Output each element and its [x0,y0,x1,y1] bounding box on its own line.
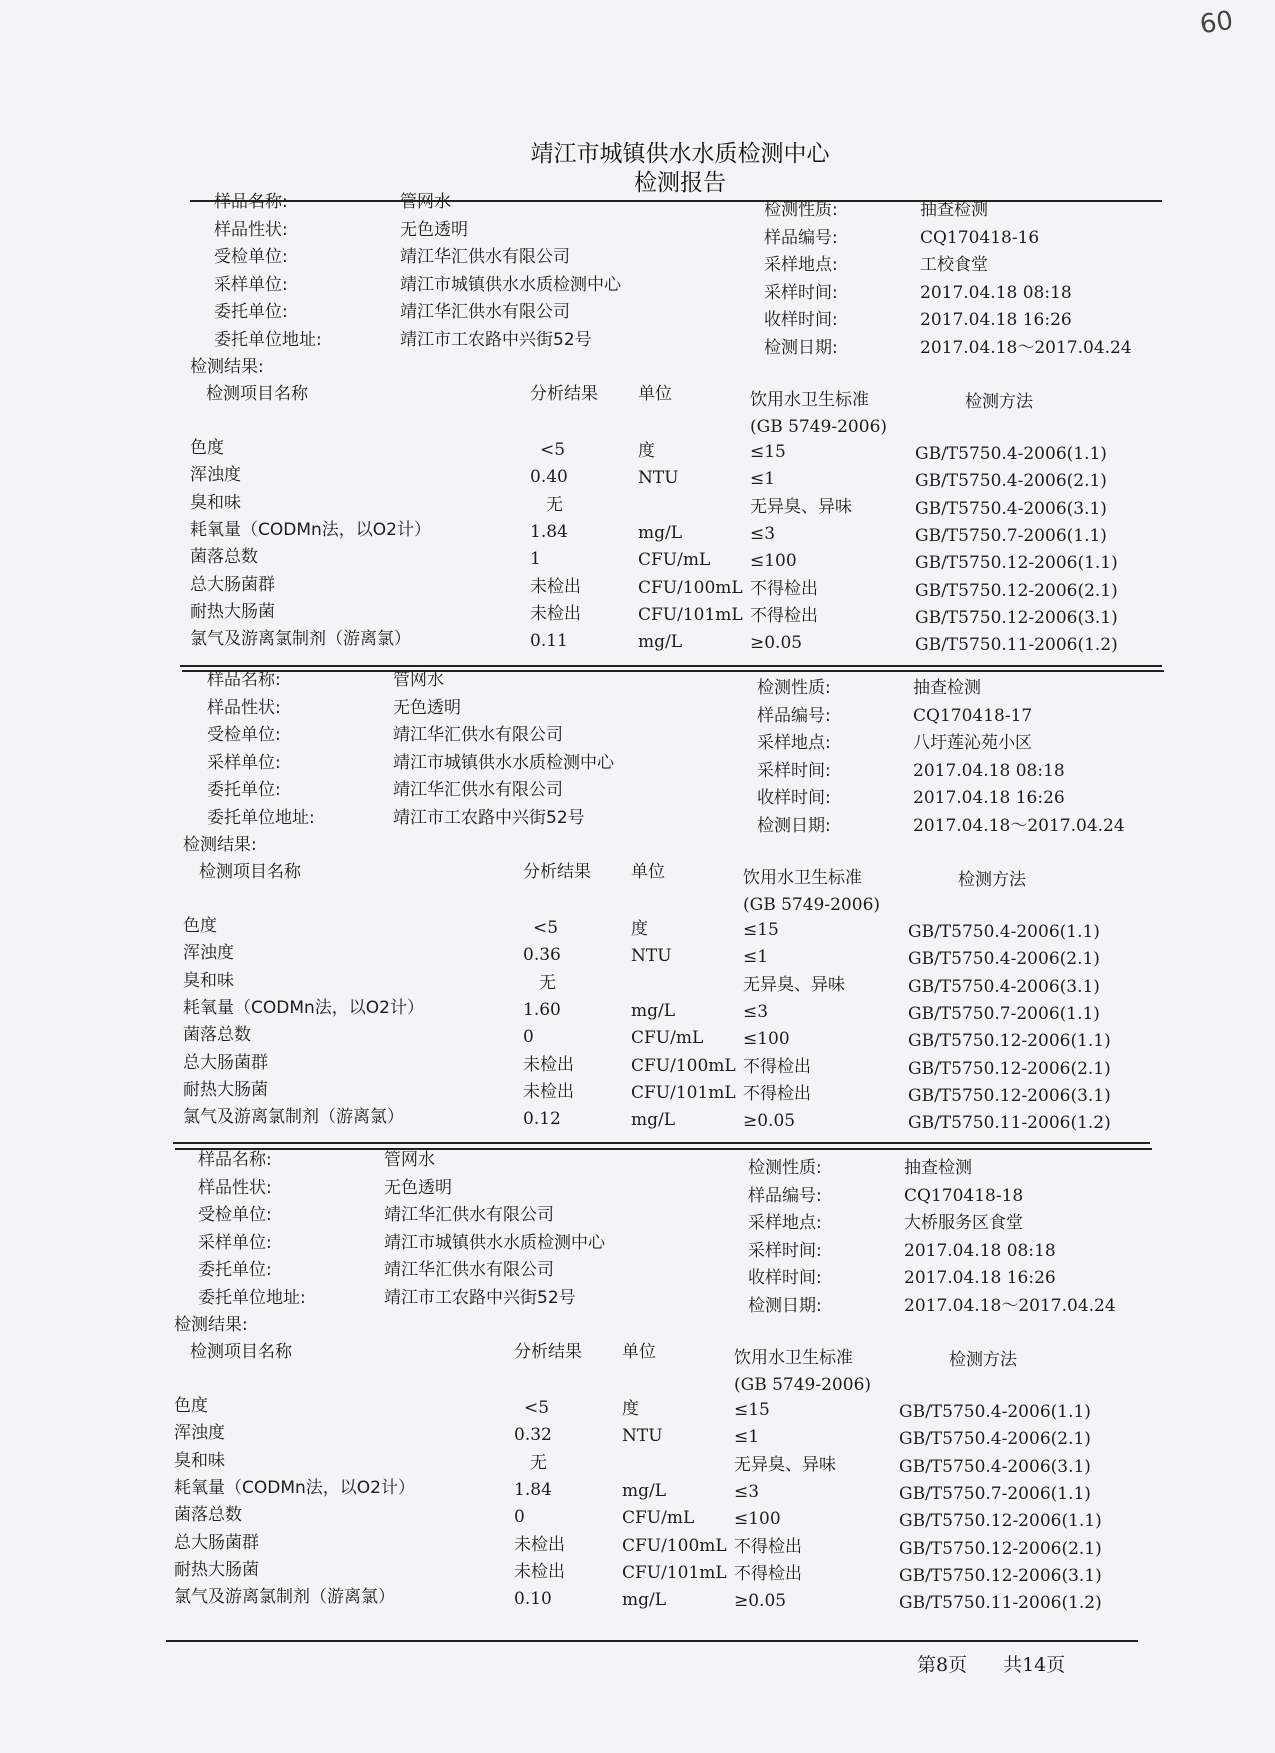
info-label-client_address: 委托单位地址: [198,1287,306,1308]
row-method: GB/T5750.4-2006(3.1) [908,976,1100,997]
row-method: GB/T5750.4-2006(3.1) [915,498,1107,519]
row-item: 耗氧量（CODMn法，以O2计） [183,997,424,1018]
row-method: GB/T5750.12-2006(1.1) [899,1511,1102,1532]
row-result: 0 [523,1027,534,1048]
row-standard: ≥0.05 [750,633,803,654]
row-method: GB/T5750.12-2006(3.1) [908,1085,1111,1106]
info-label-client_unit: 委托单位: [207,780,281,800]
row-result: 0.36 [523,945,561,966]
handwritten-page-note: 60 [1198,5,1236,41]
row-result: 1 [530,549,541,570]
row-standard: ≤15 [734,1400,770,1420]
row-unit: mg/L [638,632,683,653]
info-label-sample_no: 样品编号: [764,227,838,248]
row-standard: ≤100 [750,551,797,572]
info-value-sampling_unit: 靖江市城镇供水水质检测中心 [384,1232,605,1253]
row-unit: CFU/mL [631,1028,704,1049]
col-header-standard: 饮用水卫生标准 [750,390,869,410]
info-label-sampling_site: 采样地点: [757,733,831,753]
row-unit: NTU [638,468,679,489]
row-unit: 度 [638,441,655,461]
info-value-receiving_time: 2017.04.18 16:26 [913,788,1065,808]
row-method: GB/T5750.4-2006(2.1) [899,1429,1091,1450]
row-standard: 不得检出 [750,605,818,626]
report-org-title: 靖江市城镇供水水质检测中心 [530,141,830,167]
row-unit: CFU/101mL [631,1082,736,1103]
info-label-sampling_unit: 采样单位: [198,1232,272,1253]
row-result: 未检出 [514,1561,565,1582]
col-header-method: 检测方法 [965,392,1033,412]
row-result: 无 [539,972,556,993]
info-value-inspected_unit: 靖江华汇供水有限公司 [384,1205,554,1225]
report-title: 检测报告 [634,170,726,196]
page-number: 第8页 [917,1654,968,1676]
info-label-sampling_site: 采样地点: [748,1213,822,1233]
row-result: 未检出 [523,1054,574,1075]
row-item: 氯气及游离氯制剂（游离氯） [174,1587,395,1608]
row-method: GB/T5750.7-2006(1.1) [899,1483,1091,1504]
row-unit: 度 [631,919,648,939]
row-unit: NTU [622,1426,663,1447]
info-value-test_nature: 抽查检测 [920,200,988,220]
info-label-receiving_time: 收样时间: [764,310,838,330]
info-value-test_nature: 抽查检测 [913,678,981,698]
row-standard: ≤100 [743,1029,790,1050]
row-item: 耐热大肠菌 [190,601,275,622]
info-value-sampling_time: 2017.04.18 08:18 [913,760,1065,781]
row-standard: ≥0.05 [743,1111,796,1132]
info-value-sample_no: CQ170418-18 [904,1185,1024,1206]
info-label-test_date: 检测日期: [764,337,838,358]
info-label-receiving_time: 收样时间: [748,1268,822,1288]
info-label-test_nature: 检测性质: [748,1158,822,1178]
info-value-sampling_site: 工校食堂 [920,255,988,275]
row-result: 未检出 [530,603,581,624]
row-unit: CFU/101mL [638,604,743,625]
row-result: 0.12 [523,1109,561,1130]
info-value-test_date: 2017.04.18～2017.04.24 [913,815,1125,836]
col-header-standard-code: (GB 5749-2006) [743,895,881,915]
row-method: GB/T5750.12-2006(2.1) [908,1058,1111,1079]
info-value-sample_no: CQ170418-17 [913,705,1033,726]
row-method: GB/T5750.4-2006(1.1) [908,922,1100,942]
info-label-sample_state: 样品性状: [198,1177,272,1198]
info-label-inspected_unit: 受检单位: [207,725,281,745]
row-item: 氯气及游离氯制剂（游离氯） [183,1107,404,1128]
info-label-client_unit: 委托单位: [198,1260,272,1280]
info-value-sampling_time: 2017.04.18 08:18 [904,1240,1056,1261]
row-standard: 不得检出 [734,1536,802,1557]
info-label-sample_no: 样品编号: [757,705,831,726]
row-method: GB/T5750.7-2006(1.1) [908,1003,1100,1024]
row-method: GB/T5750.12-2006(2.1) [899,1538,1102,1559]
row-method: GB/T5750.11-2006(1.2) [908,1113,1111,1134]
info-value-sample_name: 管网水 [393,670,444,690]
row-result: <5 [533,918,559,938]
row-item: 耐热大肠菌 [183,1079,268,1100]
info-value-client_address: 靖江市工农路中兴街52号 [384,1287,576,1308]
row-unit: mg/L [631,1110,676,1131]
info-value-client_unit: 靖江华汇供水有限公司 [384,1260,554,1280]
row-unit: CFU/100mL [622,1535,727,1556]
row-method: GB/T5750.4-2006(1.1) [915,444,1107,464]
info-label-sample_name: 样品名称: [207,670,281,690]
row-standard: ≤1 [743,947,769,968]
info-label-sample_state: 样品性状: [207,697,281,718]
row-unit: 度 [622,1399,639,1419]
section-divider [173,1142,1150,1144]
row-standard: ≥0.05 [734,1591,787,1612]
info-label-sample_no: 样品编号: [748,1185,822,1206]
col-header-standard: 饮用水卫生标准 [743,868,862,888]
row-result: 1.60 [523,999,561,1020]
row-result: 0.11 [530,631,568,652]
row-unit: CFU/mL [638,550,711,571]
info-label-sampling_unit: 采样单位: [207,752,281,773]
report-section [190,190,1170,660]
col-header-standard-code: (GB 5749-2006) [734,1375,872,1395]
row-method: GB/T5750.12-2006(2.1) [915,580,1118,601]
col-header-standard: 饮用水卫生标准 [734,1348,853,1368]
row-standard: ≤15 [750,442,786,462]
info-value-client_address: 靖江市工农路中兴街52号 [393,807,585,828]
row-standard: 不得检出 [734,1563,802,1584]
row-method: GB/T5750.7-2006(1.1) [915,525,1107,546]
col-header-method: 检测方法 [949,1350,1017,1370]
section-divider [180,665,1162,667]
row-item: 菌落总数 [174,1505,242,1526]
row-item: 臭和味 [174,1450,225,1471]
row-result: 未检出 [530,576,581,597]
row-result: 无 [546,494,563,515]
row-result: 未检出 [523,1081,574,1102]
info-label-sampling_time: 采样时间: [764,282,838,303]
info-label-test_nature: 检测性质: [764,200,838,220]
info-value-sampling_unit: 靖江市城镇供水水质检测中心 [400,274,621,295]
row-standard: ≤1 [750,469,776,490]
row-method: GB/T5750.4-2006(3.1) [899,1456,1091,1477]
row-result: 0 [514,1507,525,1528]
col-header-item: 检测项目名称 [206,384,308,404]
row-unit: mg/L [638,522,683,543]
row-result: <5 [524,1398,550,1418]
info-label-client_address: 委托单位地址: [214,329,322,350]
row-method: GB/T5750.12-2006(1.1) [915,553,1118,574]
row-item: 浑浊度 [190,465,241,486]
row-unit: CFU/100mL [638,577,743,598]
row-standard: 不得检出 [743,1056,811,1077]
info-label-receiving_time: 收样时间: [757,788,831,808]
info-label-inspected_unit: 受检单位: [214,247,288,267]
info-value-sample_state: 无色透明 [400,219,468,240]
col-header-item: 检测项目名称 [190,1342,292,1362]
row-item: 耗氧量（CODMn法，以O2计） [174,1477,415,1498]
info-label-sample_state: 样品性状: [214,219,288,240]
report-section [183,668,1170,1138]
info-label-test_date: 检测日期: [748,1295,822,1316]
info-value-client_address: 靖江市工农路中兴街52号 [400,329,592,350]
row-result: 1.84 [530,521,568,542]
row-standard: ≤3 [734,1481,760,1502]
results-label: 检测结果: [190,357,264,377]
row-item: 臭和味 [183,970,234,991]
row-standard: ≤15 [743,920,779,940]
info-value-test_date: 2017.04.18～2017.04.24 [920,337,1132,358]
col-header-result: 分析结果 [514,1342,582,1362]
row-item: 色度 [174,1396,208,1416]
row-method: GB/T5750.12-2006(3.1) [899,1565,1102,1586]
row-method: GB/T5750.11-2006(1.2) [899,1593,1102,1614]
row-method: GB/T5750.11-2006(1.2) [915,635,1118,656]
row-result: 无 [530,1452,547,1473]
row-unit: CFU/101mL [622,1562,727,1583]
row-standard: ≤3 [750,523,776,544]
col-header-method: 检测方法 [958,870,1026,890]
row-item: 总大肠菌群 [174,1532,259,1553]
row-unit: CFU/100mL [631,1055,736,1076]
info-value-sampling_site: 大桥服务区食堂 [904,1213,1023,1233]
info-value-sample_name: 管网水 [400,192,451,212]
row-item: 浑浊度 [174,1423,225,1444]
row-unit: mg/L [622,1480,667,1501]
info-value-sample_name: 管网水 [384,1150,435,1170]
row-unit: CFU/mL [622,1508,695,1529]
col-header-unit: 单位 [631,862,665,882]
info-label-sampling_site: 采样地点: [764,255,838,275]
info-value-client_unit: 靖江华汇供水有限公司 [400,302,570,322]
row-item: 色度 [190,438,224,458]
row-result: <5 [540,440,566,460]
col-header-unit: 单位 [622,1342,656,1362]
info-value-receiving_time: 2017.04.18 16:26 [904,1268,1056,1288]
row-unit: mg/L [622,1590,667,1611]
row-method: GB/T5750.4-2006(2.1) [915,471,1107,492]
info-value-sampling_unit: 靖江市城镇供水水质检测中心 [393,752,614,773]
results-label: 检测结果: [174,1315,248,1335]
info-value-inspected_unit: 靖江华汇供水有限公司 [393,725,563,745]
col-header-item: 检测项目名称 [199,862,301,882]
info-label-sample_name: 样品名称: [214,192,288,212]
info-value-receiving_time: 2017.04.18 16:26 [920,310,1072,330]
header-rule [190,200,1162,202]
row-result: 0.10 [514,1589,552,1610]
info-value-sampling_time: 2017.04.18 08:18 [920,282,1072,303]
info-label-test_date: 检测日期: [757,815,831,836]
row-item: 氯气及游离氯制剂（游离氯） [190,629,411,650]
row-unit: NTU [631,946,672,967]
row-method: GB/T5750.4-2006(1.1) [899,1402,1091,1422]
row-result: 1.84 [514,1479,552,1500]
info-label-sample_name: 样品名称: [198,1150,272,1170]
info-value-test_nature: 抽查检测 [904,1158,972,1178]
col-header-result: 分析结果 [523,862,591,882]
page-total: 共14页 [1003,1654,1066,1676]
info-value-test_date: 2017.04.18～2017.04.24 [904,1295,1116,1316]
row-result: 未检出 [514,1534,565,1555]
row-item: 菌落总数 [190,547,258,568]
row-method: GB/T5750.12-2006(1.1) [908,1031,1111,1052]
row-standard: 不得检出 [743,1083,811,1104]
info-label-sampling_time: 采样时间: [748,1240,822,1261]
row-item: 耗氧量（CODMn法，以O2计） [190,519,431,540]
row-item: 菌落总数 [183,1025,251,1046]
row-item: 总大肠菌群 [183,1052,268,1073]
row-result: 0.40 [530,467,568,488]
row-item: 总大肠菌群 [190,574,275,595]
info-label-client_unit: 委托单位: [214,302,288,322]
row-method: GB/T5750.12-2006(3.1) [915,607,1118,628]
row-item: 臭和味 [190,492,241,513]
row-unit: mg/L [631,1000,676,1021]
col-header-unit: 单位 [638,384,672,404]
info-label-test_nature: 检测性质: [757,678,831,698]
info-value-inspected_unit: 靖江华汇供水有限公司 [400,247,570,267]
row-item: 色度 [183,916,217,936]
info-value-sample_no: CQ170418-16 [920,227,1040,248]
row-method: GB/T5750.4-2006(2.1) [908,949,1100,970]
row-standard: 不得检出 [750,578,818,599]
page-footer [917,1650,1101,1677]
col-header-result: 分析结果 [530,384,598,404]
info-value-sample_state: 无色透明 [393,697,461,718]
report-section [174,1148,1170,1618]
info-value-client_unit: 靖江华汇供水有限公司 [393,780,563,800]
info-label-sampling_unit: 采样单位: [214,274,288,295]
row-item: 耐热大肠菌 [174,1559,259,1580]
info-value-sampling_site: 八圩莲沁苑小区 [913,733,1032,753]
results-label: 检测结果: [183,835,257,855]
row-standard: ≤1 [734,1427,760,1448]
info-label-sampling_time: 采样时间: [757,760,831,781]
bottom-rule [166,1640,1138,1642]
row-standard: ≤3 [743,1001,769,1022]
info-label-inspected_unit: 受检单位: [198,1205,272,1225]
row-standard: 无异臭、异味 [734,1454,836,1475]
row-result: 0.32 [514,1425,552,1446]
info-label-client_address: 委托单位地址: [207,807,315,828]
row-standard: 无异臭、异味 [743,974,845,995]
row-item: 浑浊度 [183,943,234,964]
col-header-standard-code: (GB 5749-2006) [750,417,888,437]
info-value-sample_state: 无色透明 [384,1177,452,1198]
row-standard: 无异臭、异味 [750,496,852,517]
row-standard: ≤100 [734,1509,781,1530]
